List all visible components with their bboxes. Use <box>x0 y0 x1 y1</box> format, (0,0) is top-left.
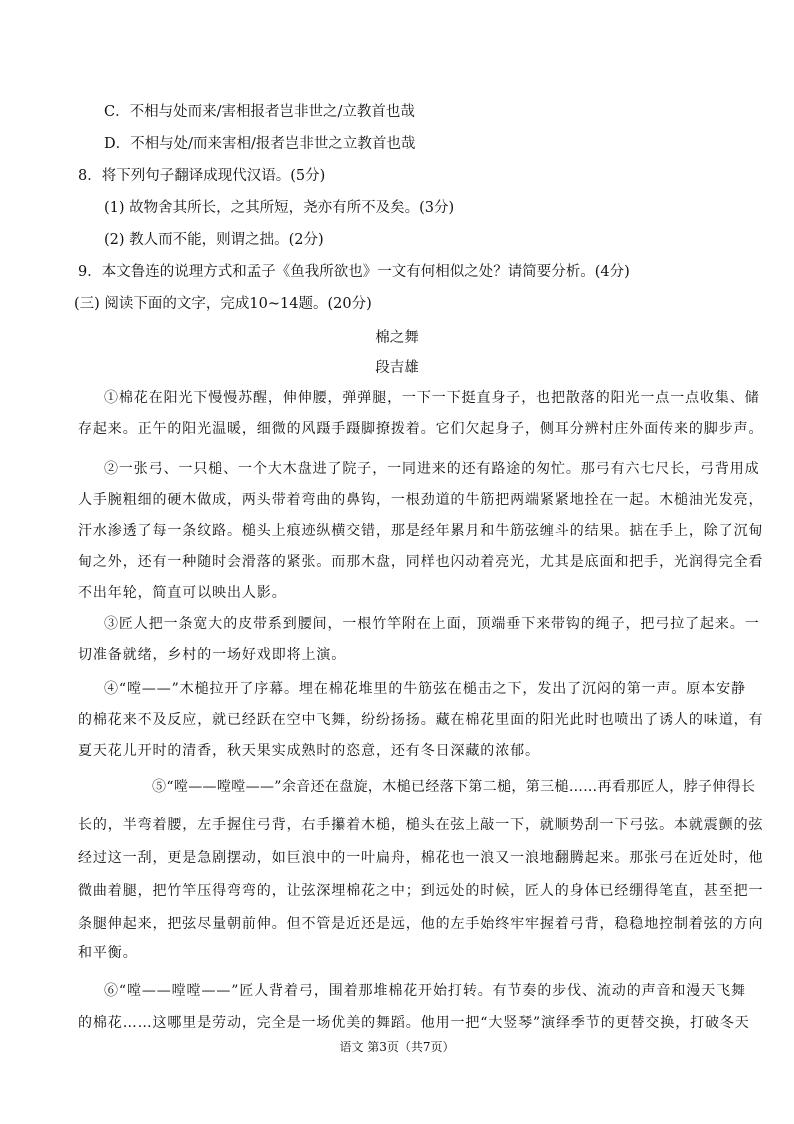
article-line: 不出年轮，简直可以映出人影。 <box>78 585 287 601</box>
article-line: 经过这一刮，更是急剧摆动，如巨浪中的一叶扁舟，棉花也一浪又一浪地翻腾起来。那张弓在近处时，他 <box>78 850 764 866</box>
article-title: 棉之舞 <box>375 330 419 346</box>
article-line: 条腿伸起来，把弦尽量朝前伸。但不管是近还是远，他的左手始终牢牢握着弓背，稳稳地控制着弦的方向 <box>78 916 764 932</box>
question-8-sentence-1: (1) 故物舍其所长，之其所短，尧亦有所不及矣。(3分) <box>104 200 455 216</box>
article-line: 汗水渗透了每一条纹路。槌头上痕迹纵横交错，那是经年累月和牛筋弦缠斗的结果。掂在手上，除了沉甸 <box>78 523 764 539</box>
article-line: 的棉花来不及反应，就已经跃在空中飞舞，纷纷扬扬。藏在棉花里面的阳光此时也喷出了诱人的味道，有 <box>78 712 764 728</box>
article-line: 长的，半弯着腰，左手握住弓背，右手攥着木槌，槌头在弦上敲一下，就顺势刮一下弓弦。本就震颤的弦 <box>78 817 764 833</box>
question-9-stem: 9．本文鲁连的说理方式和孟子《鱼我所欲也》一文有何相似之处？请简要分析。(4分) <box>78 264 630 280</box>
article-line: 切准备就绪，乡村的一场好戏即将上演。 <box>78 647 347 663</box>
question-8-sentence-2: (2) 教人而不能，则谓之拙。(2分) <box>104 232 324 248</box>
article-line: 存起来。正午的阳光温暖，细微的风蹑手蹑脚撩拨着。它们欠起身子，侧耳分辨村庄外面传来的脚步声。 <box>78 421 764 437</box>
article-line: ③匠人把一条宽大的皮带系到腰间，一根竹竿附在上面，顶端垂下来带钩的绳子，把弓拉了起来。一 <box>104 616 760 632</box>
option-d: D．不相与处/而来害相/报者岂非世之立教首也哉 <box>104 136 416 152</box>
option-c: C．不相与处而来/害相报者岂非世之/立教首也哉 <box>104 104 415 120</box>
article-line: 微曲着腿，把竹竿压得弯弯的，让弦深埋棉花之中；到远处的时候，匠人的身体已经绷得笔直，甚至把一 <box>78 883 764 899</box>
article-line: 甸之外，还有一种随时会滑落的紧张。而那木盘，同样也闪动着亮光，尤其是底面和把手，光润得完全看 <box>78 554 764 570</box>
section-3-heading: (三) 阅读下面的文字，完成10~14题。(20分) <box>74 296 372 312</box>
page-footer: 语文 第3页（共7页） <box>339 1040 455 1054</box>
article-line: 和平衡。 <box>78 945 138 961</box>
article-line: ④“嘡——”木槌拉开了序幕。埋在棉花堆里的牛筋弦在槌击之下，发出了沉闷的第一声。原本安静 <box>104 681 746 697</box>
article-line: 夏天花儿开时的清香，秋天果实成熟时的恣意，还有冬日深藏的浓郁。 <box>78 743 540 759</box>
article-line: 人手腕粗细的硬木做成，两头带着弯曲的鼻钩，一根劲道的牛筋把两端紧紧地拴在一起。木槌油光发亮， <box>78 492 764 508</box>
article-author: 段吉雄 <box>375 360 419 376</box>
article-line: ⑥“嘡——嘡嘡——”匠人背着弓，围着那堆棉花开始打转。有节奏的步伐、流动的声音和漫天飞舞 <box>104 983 746 999</box>
question-8-stem: 8．将下列句子翻译成现代汉语。(5分) <box>78 168 326 184</box>
article-line: ⑤“嘡——嘡嘡——”余音还在盘旋，木槌已经落下第二槌，第三槌……再看那匠人，脖子伸得长 <box>152 779 756 795</box>
article-line: ②一张弓、一只槌、一个大木盘进了院子，一同进来的还有路途的匆忙。那弓有六七尺长，弓背用成 <box>104 461 760 477</box>
article-line: 的棉花……这哪里是劳动，完全是一场优美的舞蹈。他用一把“大竖琴”演绎季节的更替交换，打破冬天 <box>78 1015 750 1031</box>
article-line: ①棉花在阳光下慢慢苏醒，伸伸腰，弹弹腿，一下一下挺直身子，也把散落的阳光一点一点收集、储 <box>104 390 760 406</box>
